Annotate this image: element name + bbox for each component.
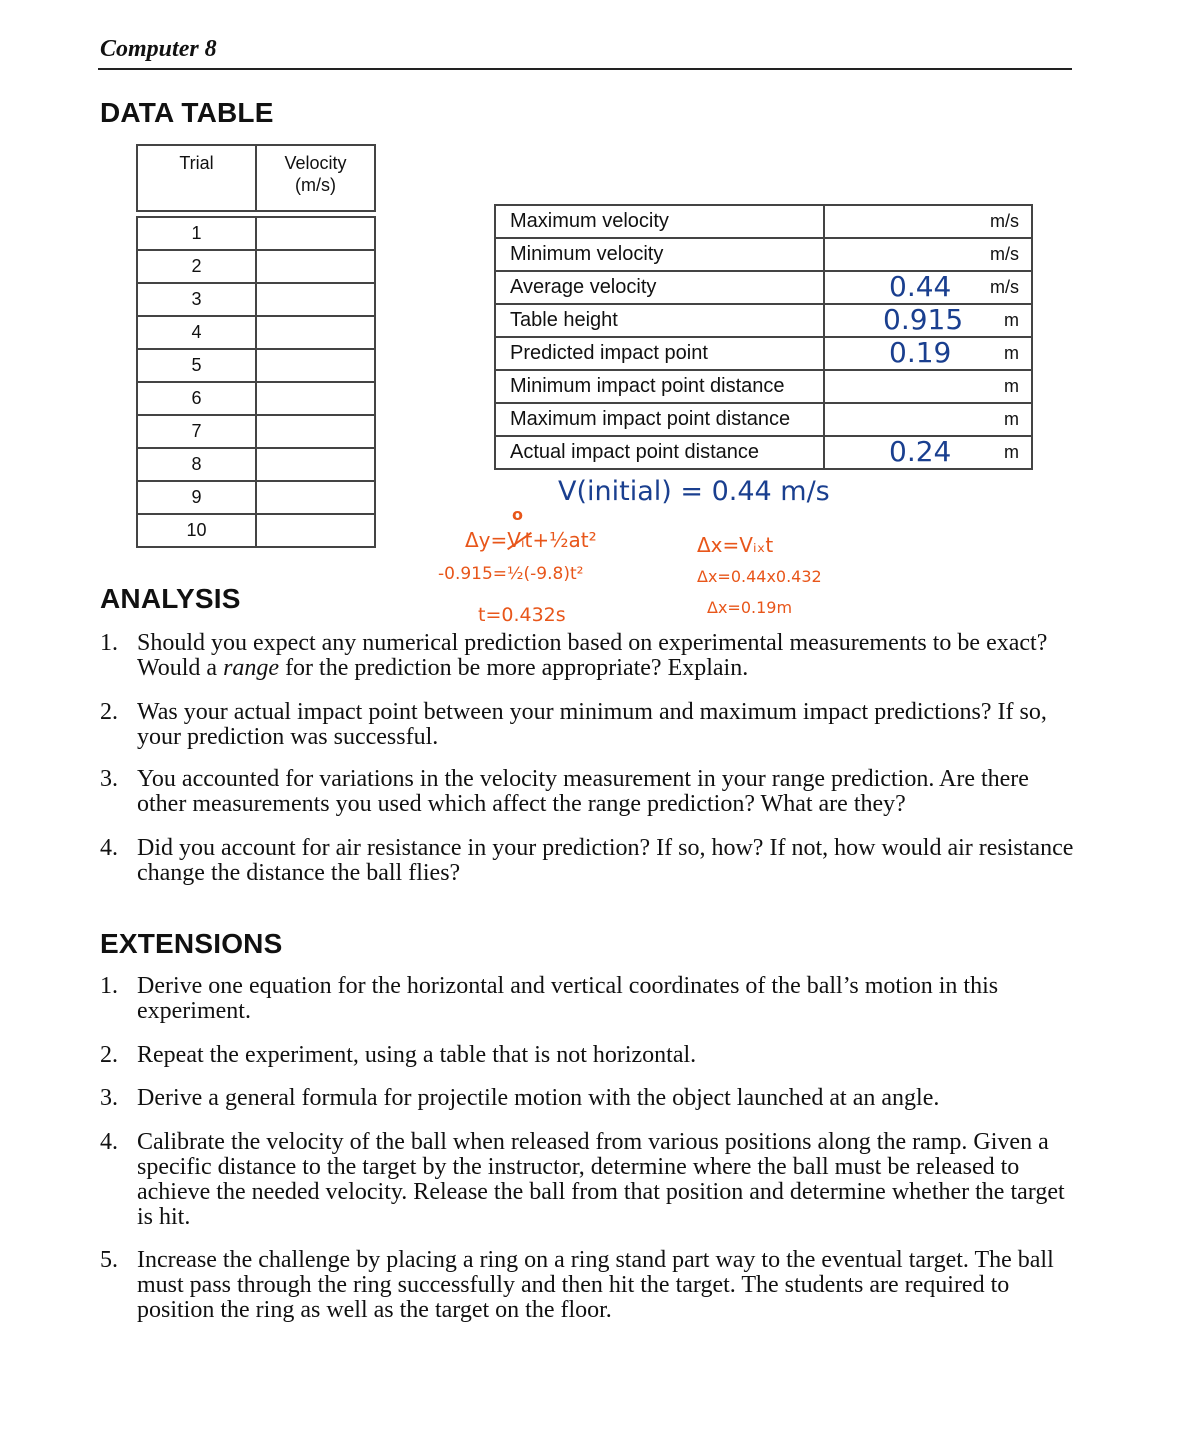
- results-row: [495, 370, 1032, 403]
- handwritten-vertical-equation: [465, 528, 597, 552]
- velocity-cell[interactable]: [256, 514, 375, 547]
- results-row: [495, 238, 1032, 271]
- handwritten-value: 0.915: [883, 303, 964, 336]
- result-unit: m: [1004, 409, 1019, 429]
- velocity-cell[interactable]: [256, 481, 375, 514]
- trial-row: [137, 415, 375, 448]
- question-text: You accounted for variations in the velocity measurement in your range prediction. Are there other measurements you used which affect the range prediction? What are they?: [137, 766, 1029, 817]
- data-table-heading: DATA TABLE: [100, 97, 274, 128]
- analysis-heading: ANALYSIS: [100, 583, 241, 614]
- trial-row: [137, 382, 375, 415]
- result-label: Predicted impact point: [495, 337, 824, 370]
- trial-number: 6: [137, 382, 256, 415]
- vertical-eq-left: Δy=: [465, 528, 508, 552]
- trial-table-header-row: [137, 145, 375, 211]
- trial-row: [137, 316, 375, 349]
- analysis-question: [100, 631, 1075, 681]
- result-value-cell[interactable]: [824, 238, 1032, 271]
- result-unit: m: [1004, 343, 1019, 363]
- extension-text: Increase the challenge by placing a ring on a ring stand part way to the eventual target. The ball must pass through the ring successfully and then hit the target. The students are required to position the ring as well as the target on the floor.: [137, 1247, 1054, 1323]
- trial-row: [137, 448, 375, 481]
- result-unit: m/s: [990, 277, 1019, 297]
- trial-row: [137, 481, 375, 514]
- question-text: Was your actual impact point between your minimum and maximum impact predictions? If so, your prediction was successful.: [137, 699, 1047, 750]
- extension-item: [100, 974, 1075, 1024]
- result-value-cell[interactable]: [824, 370, 1032, 403]
- results-row: [495, 271, 1032, 304]
- result-value-cell[interactable]: [824, 304, 1032, 337]
- extension-number: 1.: [100, 973, 118, 999]
- analysis-question: [100, 767, 1075, 817]
- trial-row: [137, 217, 375, 250]
- result-label: Minimum velocity: [495, 238, 824, 271]
- handwritten-value: 0.44: [889, 270, 952, 303]
- results-row: [495, 205, 1032, 238]
- extension-item: [100, 1130, 1075, 1230]
- trial-number: 8: [137, 448, 256, 481]
- handwritten-horizontal-substitution: Δx=0.44x0.432: [697, 567, 822, 586]
- handwritten-vertical-substitution: -0.915=½(-9.8)t²: [438, 564, 584, 584]
- handwritten-horizontal-equation: Δx=Vᵢₓt: [697, 533, 774, 557]
- trial-row: [137, 283, 375, 316]
- handwritten-time-result: t=0.432s: [478, 604, 566, 626]
- extension-text: Repeat the experiment, using a table that is not horizontal.: [137, 1042, 697, 1068]
- velocity-cell[interactable]: [256, 316, 375, 349]
- result-value-cell[interactable]: [824, 271, 1032, 304]
- handwritten-v-initial: V(initial) = 0.44 m/s: [558, 476, 830, 507]
- question-number: 2.: [100, 699, 118, 725]
- result-label: Maximum impact point distance: [495, 403, 824, 436]
- result-unit: m/s: [990, 244, 1019, 264]
- extension-text: Calibrate the velocity of the ball when released from various positions along the ramp. Given a specific distance to the target by the instructor, determine where the ball must be released to achieve the needed velocity. Release the ball from that position and determine whether the target is hit.: [137, 1129, 1065, 1230]
- velocity-cell[interactable]: [256, 283, 375, 316]
- extension-text: Derive a general formula for projectile motion with the object launched at an angle.: [137, 1085, 940, 1111]
- trial-number: 4: [137, 316, 256, 349]
- trial-row: [137, 514, 375, 547]
- result-label: Average velocity: [495, 271, 824, 304]
- velocity-cell[interactable]: [256, 349, 375, 382]
- result-unit: m: [1004, 442, 1019, 462]
- question-text-part: for the prediction be more appropriate? Explain.: [279, 655, 749, 681]
- result-label: Maximum velocity: [495, 205, 824, 238]
- trial-number: 1: [137, 217, 256, 250]
- trial-column-header: Trial: [137, 145, 256, 211]
- question-number: 1.: [100, 630, 118, 656]
- extension-number: 5.: [100, 1247, 118, 1273]
- velocity-header-line1: Velocity: [284, 153, 347, 173]
- handwritten-horizontal-result: Δx=0.19m: [707, 598, 793, 617]
- handwritten-value: 0.19: [889, 336, 952, 369]
- extension-item: [100, 1248, 1075, 1323]
- results-row: [495, 403, 1032, 436]
- trial-row: [137, 250, 375, 283]
- result-unit: m/s: [990, 211, 1019, 231]
- question-emphasis: range: [223, 655, 280, 681]
- header-rule: [98, 68, 1072, 70]
- extension-item: [100, 1043, 1075, 1068]
- analysis-question: [100, 836, 1075, 886]
- velocity-column-header: [256, 145, 375, 211]
- velocity-header-line2: (m/s): [295, 175, 336, 195]
- vertical-eq-right: +½at²: [532, 528, 597, 552]
- result-value-cell[interactable]: [824, 403, 1032, 436]
- question-number: 3.: [100, 766, 118, 792]
- trial-row: [137, 349, 375, 382]
- extension-number: 2.: [100, 1042, 118, 1068]
- result-unit: m: [1004, 376, 1019, 396]
- trial-number: 5: [137, 349, 256, 382]
- handwritten-zero-mark: o: [512, 505, 523, 524]
- extension-item: [100, 1086, 1075, 1111]
- velocity-cell[interactable]: [256, 448, 375, 481]
- velocity-cell[interactable]: [256, 382, 375, 415]
- trial-number: 9: [137, 481, 256, 514]
- extension-number: 4.: [100, 1129, 118, 1155]
- trial-number: 7: [137, 415, 256, 448]
- result-unit: m: [1004, 310, 1019, 330]
- result-label: Minimum impact point distance: [495, 370, 824, 403]
- handwritten-value: 0.24: [889, 435, 952, 468]
- trial-number: 3: [137, 283, 256, 316]
- question-number: 4.: [100, 835, 118, 861]
- extension-number: 3.: [100, 1085, 118, 1111]
- question-text: Did you account for air resistance in your prediction? If so, how? If not, how would air resistance change the distance the ball flies?: [137, 835, 1074, 886]
- velocity-cell[interactable]: [256, 415, 375, 448]
- question-text: [137, 631, 1075, 681]
- results-table: [494, 204, 1033, 470]
- trial-number: 10: [137, 514, 256, 547]
- results-row: [495, 436, 1032, 469]
- result-value-cell[interactable]: [824, 205, 1032, 238]
- result-value-cell[interactable]: [824, 337, 1032, 370]
- analysis-question: [100, 700, 1075, 750]
- result-label: Table height: [495, 304, 824, 337]
- vertical-eq-struck-term: Vᵢt: [507, 528, 533, 552]
- results-row: [495, 304, 1032, 337]
- trial-velocity-table: [136, 144, 376, 548]
- velocity-cell[interactable]: [256, 217, 375, 250]
- trial-number: 2: [137, 250, 256, 283]
- results-row: [495, 337, 1032, 370]
- question-text-part: Should you expect any numerical prediction based on experimental measurements to be exact? Would a: [137, 630, 1048, 681]
- result-label: Actual impact point distance: [495, 436, 824, 469]
- page-header-title: Computer 8: [100, 36, 217, 62]
- result-value-cell[interactable]: [824, 436, 1032, 469]
- extensions-heading: EXTENSIONS: [100, 928, 283, 959]
- velocity-cell[interactable]: [256, 250, 375, 283]
- extension-text: Derive one equation for the horizontal and vertical coordinates of the ball’s motion in this experiment.: [137, 973, 999, 1024]
